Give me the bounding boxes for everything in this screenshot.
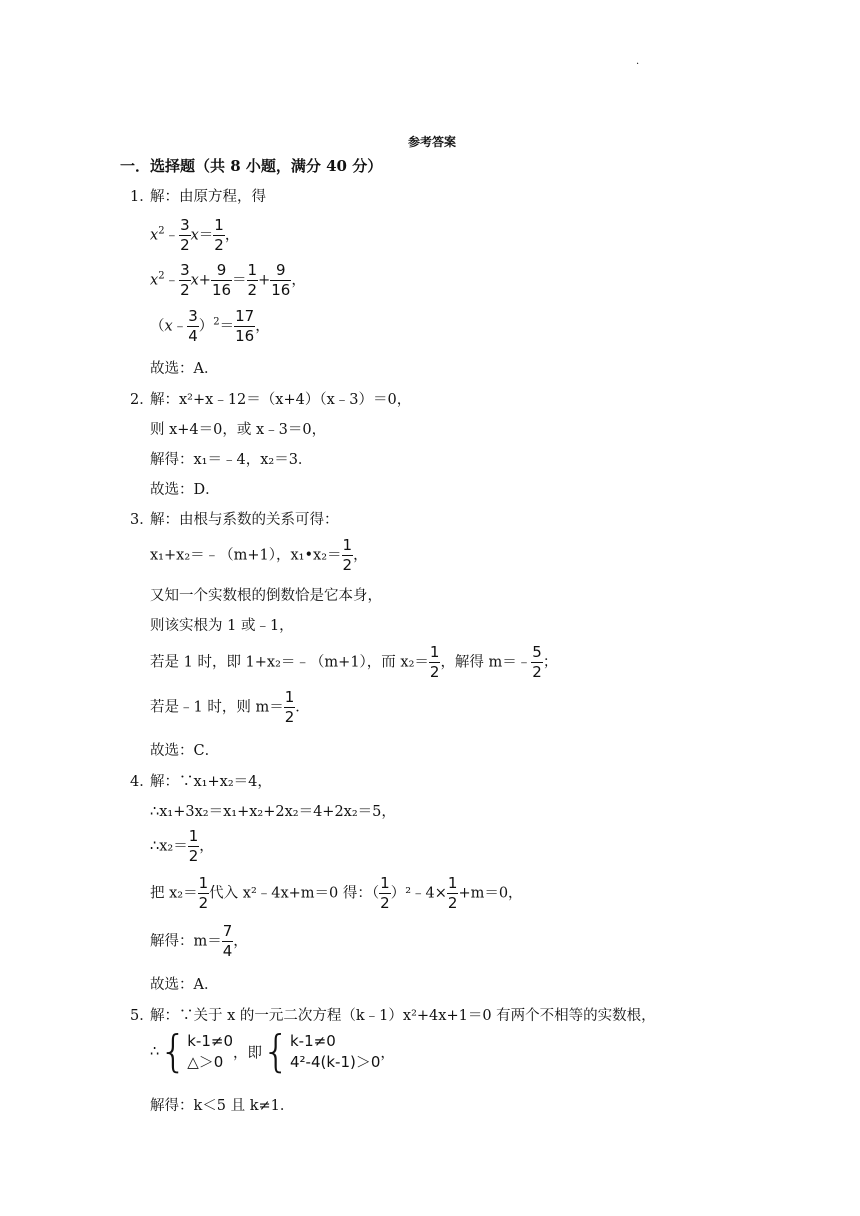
q4-line3: ∴x₂＝ $\frac{1}{2}$ ， [150, 827, 214, 865]
q1-answer: 故选：A． [150, 361, 219, 377]
fraction: $\frac{1}{2}$ [198, 874, 209, 912]
q5-number: 5． [130, 1008, 154, 1024]
q1-eq3: （x﹣ $\frac{3}{4}$ ）$^2$＝ $\frac{17}{16}$ ， [150, 307, 270, 345]
fraction: $\frac{1}{2}$ [214, 216, 224, 254]
q4-number: 4． [130, 774, 154, 790]
q3-answer: 故选：C． [150, 743, 220, 759]
header-mark: . [636, 56, 640, 67]
fraction: $\frac{3}{2}$ [180, 216, 190, 254]
q1-eq1: $x^2﹣$ $\frac{3}{2}$ x＝ $\frac{1}{2}$ ， [150, 216, 240, 254]
q2-line3: 解得：x₁＝﹣4，x₂＝3． [150, 452, 313, 468]
fraction: $\frac{1}{2}$ [342, 536, 353, 574]
section-heading: 一．选择题（共 8 小题，满分 40 分） [120, 157, 383, 175]
page-title: 参考答案 [408, 135, 457, 149]
inequality-system-2: k-1≠0 4²-4(k-1)＞0 [290, 1032, 381, 1071]
fraction: $\frac{1}{2}$ [284, 688, 295, 726]
q2-line1: 解：x²+x﹣12＝（x+4）（x﹣3）＝0， [150, 392, 412, 408]
fraction: $\frac{9}{16}$ [211, 261, 232, 299]
q5-line1: 解：∵关于 x 的一元二次方程（k﹣1）x²+4x+1＝0 有两个不相等的实数根， [150, 1008, 656, 1024]
q4-line5: 解得：m＝ $\frac{7}{4}$ ， [150, 922, 248, 960]
left-brace: { [159, 1026, 188, 1077]
q5-system-line: ∴{ k-1≠0 △＞0 ，即{ k-1≠0 4²-4(k-1)＞0 ， [150, 1026, 395, 1077]
q3-intro: 解：由根与系数的关系可得： [150, 512, 339, 528]
fraction: $\frac{3}{2}$ [180, 261, 190, 299]
fraction: $\frac{1}{2}$ [447, 874, 458, 912]
left-brace: { [262, 1026, 290, 1077]
q4-answer: 故选：A． [150, 977, 219, 993]
fraction: $\frac{7}{4}$ [222, 922, 233, 960]
fraction: $\frac{17}{16}$ [235, 307, 255, 345]
q3-eq1: x₁+x₂＝﹣（m+1），x₁•x₂＝ $\frac{1}{2}$ ， [150, 536, 368, 574]
fraction: $\frac{1}{2}$ [380, 874, 390, 912]
fraction: $\frac{1}{2}$ [429, 643, 440, 681]
inequality-system-1: k-1≠0 △＞0 [187, 1032, 233, 1071]
fraction: $\frac{3}{4}$ [188, 307, 198, 345]
q4-line1: 解：∵x₁+x₂＝4， [150, 774, 272, 790]
q1-eq2: $x^2﹣$ $\frac{3}{2}$ x+ $\frac{9}{16}$ ＝ $\frac{1}{2}$ + $\frac{9}{16}$ ， [150, 261, 306, 299]
q3-case1: 若是 1 时，即 1+x₂＝﹣（m+1），而 x₂＝ $\frac{1}{2}$ ，解得 m＝﹣ $\frac{5}{2}$ ； [150, 643, 558, 681]
fraction: $\frac{1}{2}$ [188, 827, 199, 865]
q5-line3: 解得：k＜5 且 k≠1． [150, 1098, 295, 1114]
fraction: $\frac{5}{2}$ [532, 643, 542, 681]
q4-line4: 把 x₂＝ $\frac{1}{2}$ 代入 x²﹣4x+m＝0 得：（ $\frac{1}{2}$ ）²﹣4× $\frac{1}{2}$ +m＝0， [150, 874, 523, 912]
q3-number: 3． [130, 512, 154, 528]
fraction: $\frac{1}{2}$ [247, 261, 258, 299]
q3-root-line: 则该实根为 1 或﹣1， [150, 618, 294, 634]
q1-number: 1． [130, 189, 154, 205]
q2-number: 2． [130, 392, 154, 408]
q3-case2: 若是﹣1 时，则 m＝ $\frac{1}{2}$ ． [150, 688, 310, 726]
q2-answer: 故选：D． [150, 482, 220, 498]
q4-line2: ∴x₁+3x₂＝x₁+x₂+2x₂＝4+2x₂＝5， [150, 804, 396, 820]
fraction: $\frac{9}{16}$ [271, 261, 291, 299]
q1-intro: 解：由原方程，得 [150, 189, 266, 205]
q3-inverse-line: 又知一个实数根的倒数恰是它本身， [150, 588, 382, 604]
q2-line2: 则 x+4＝0，或 x﹣3＝0， [150, 422, 327, 438]
